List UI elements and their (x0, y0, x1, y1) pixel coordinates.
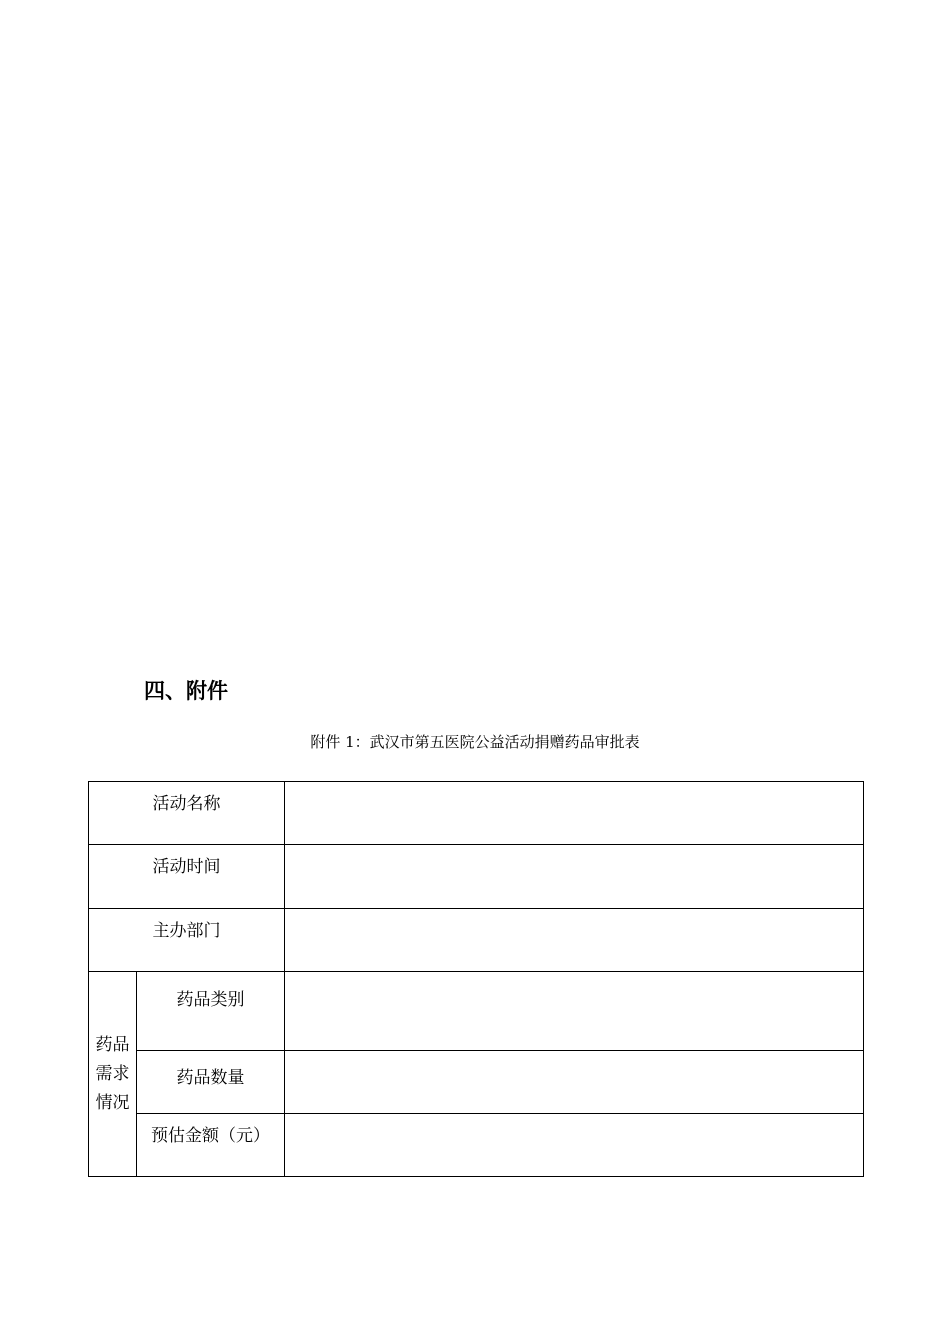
estimated-amount-label: 预估金额（元） (137, 1114, 285, 1177)
drug-demand-group-line: 药品 (95, 1034, 130, 1055)
drug-category-label: 药品类别 (137, 972, 285, 1051)
form-row-drug-category (89, 972, 864, 1051)
drug-demand-group-line: 情况 (95, 1092, 130, 1113)
section-heading: 四、附件 (144, 679, 228, 703)
drug-quantity-label: 药品数量 (137, 1051, 285, 1114)
drug-demand-group-line: 需求 (95, 1063, 130, 1084)
attachment-caption: 附件 1：武汉市第五医院公益活动捐赠药品审批表 (310, 733, 640, 751)
drug-demand-group-label (89, 972, 137, 1177)
activity-name-label: 活动名称 (89, 782, 285, 845)
organizer-field[interactable] (285, 909, 864, 972)
form-row-activity-time (89, 845, 864, 909)
form-row-drug-quantity (89, 1051, 864, 1114)
form-row-organizer (89, 909, 864, 972)
activity-time-label: 活动时间 (89, 845, 285, 909)
drug-donation-approval-form (88, 781, 864, 1177)
organizer-label: 主办部门 (89, 909, 285, 972)
drug-category-field[interactable] (285, 972, 864, 1051)
form-row-estimated-amount (89, 1114, 864, 1177)
estimated-amount-field[interactable] (285, 1114, 864, 1177)
form-row-activity-name (89, 782, 864, 845)
activity-name-field[interactable] (285, 782, 864, 845)
drug-quantity-field[interactable] (285, 1051, 864, 1114)
activity-time-field[interactable] (285, 845, 864, 909)
